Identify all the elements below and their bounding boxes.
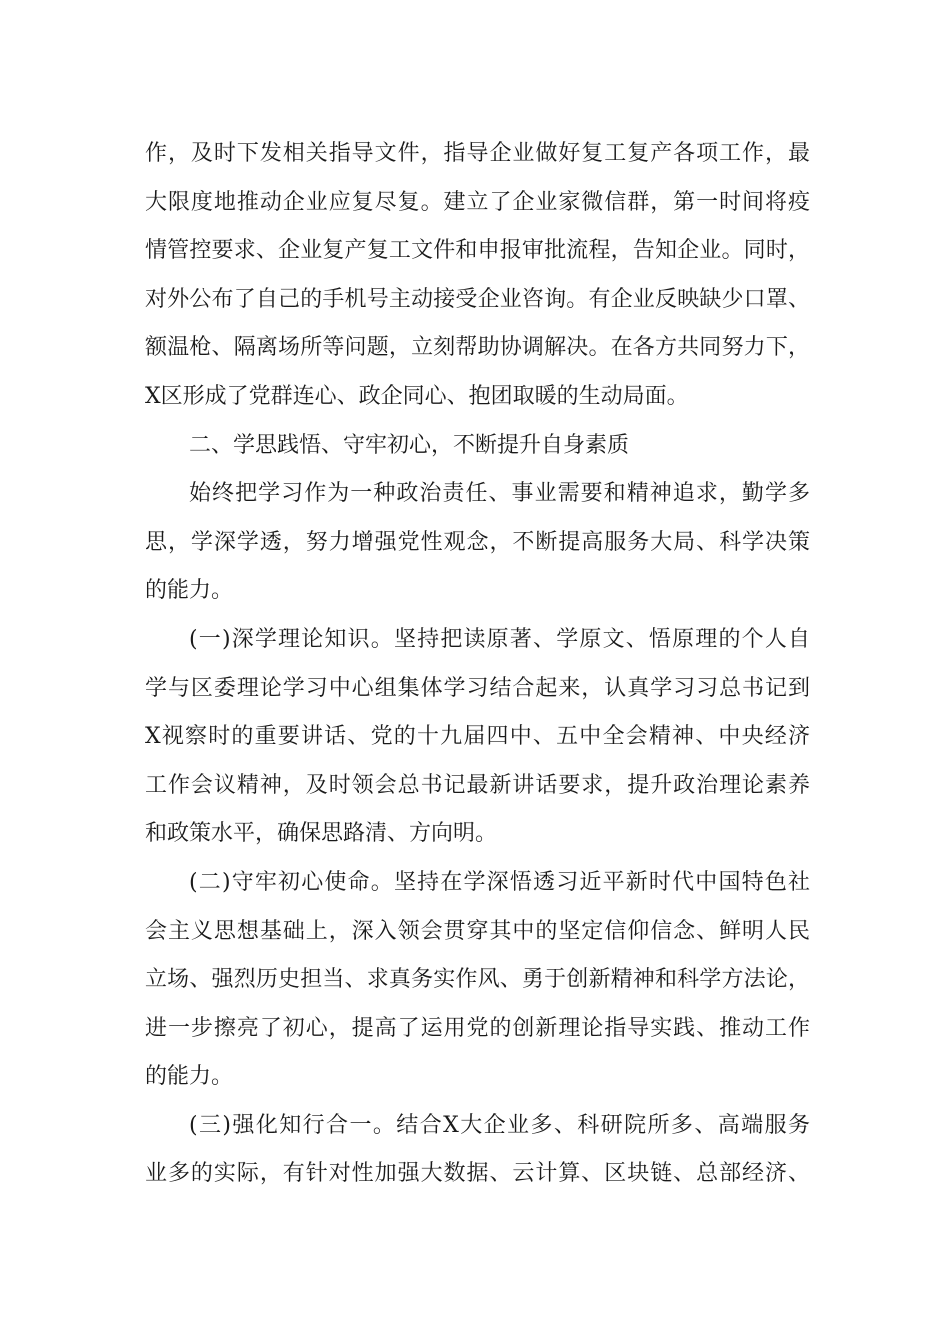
text-line: 二、学思践悟、守牢初心，不断提升自身素质: [189, 432, 630, 458]
text-line: 额温枪、隔离场所等问题，立刻帮助协调解决。在各方共同努力下，: [145, 335, 810, 361]
text-line: 情管控要求、企业复产复工文件和申报审批流程，告知企业。同时，: [145, 238, 810, 264]
text-line: X区形成了党群连心、政企同心、抱团取暖的生动局面。: [145, 383, 689, 409]
text-line: 和政策水平，确保思路清、方向明。: [145, 821, 498, 847]
text-line: 对外公布了自己的手机号主动接受企业咨询。有企业反映缺少口罩、: [145, 286, 810, 312]
text-line: 会主义思想基础上，深入领会贯穿其中的坚定信仰信念、鲜明人民: [145, 918, 810, 944]
text-line: 业多的实际，有针对性加强大数据、云计算、区块链、总部经济、: [145, 1161, 810, 1187]
text-line: 大限度地推动企业应复尽复。建立了企业家微信群，第一时间将疫: [145, 189, 810, 215]
text-line: 的能力。: [145, 578, 234, 604]
text-line: X视察时的重要讲话、党的十九届四中、五中全会精神、中央经济: [145, 724, 810, 750]
text-line: 立场、强烈历史担当、求真务实作风、勇于创新精神和科学方法论，: [145, 967, 810, 993]
text-line: (一)深学理论知识。坚持把读原著、学原文、悟原理的个人自: [189, 626, 810, 652]
text-line: 思，学深学透，努力增强党性观念，不断提高服务大局、科学决策: [145, 529, 810, 555]
text-line: (二)守牢初心使命。坚持在学深悟透习近平新时代中国特色社: [189, 869, 810, 895]
text-line: 工作会议精神，及时领会总书记最新讲话要求，提升政治理论素养: [145, 772, 810, 798]
text-line: 作，及时下发相关指导文件，指导企业做好复工复产各项工作，最: [145, 141, 810, 166]
text-line: 的能力。: [145, 1064, 234, 1090]
text-line: 始终把学习作为一种政治责任、事业需要和精神追求，勤学多: [189, 481, 810, 507]
text-line: 学与区委理论学习中心组集体学习结合起来，认真学习习总书记到: [145, 675, 810, 701]
text-line: 进一步擦亮了初心，提高了运用党的创新理论指导实践、推动工作: [145, 1015, 810, 1041]
text-line: (三)强化知行合一。结合X大企业多、科研院所多、高端服务: [189, 1112, 810, 1138]
document-body: [145, 130, 810, 1199]
